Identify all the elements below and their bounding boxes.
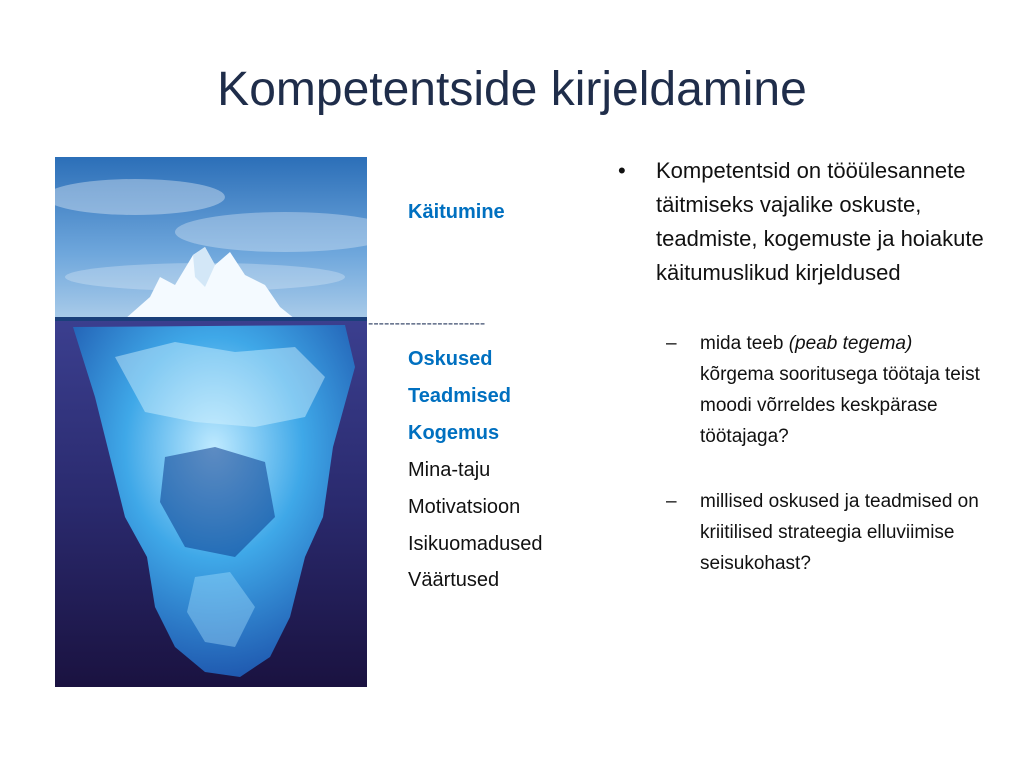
label-isikuomadused: Isikuomadused — [408, 533, 543, 555]
label-kogemus: Kogemus — [408, 422, 500, 444]
main-bullet-text: Kompetentsid on tööülesannete täitmiseks vajalike oskuste, teadmiste, kogemuste ja hoiakute käitumuslikud kirjeldused — [656, 158, 984, 285]
sub-bullet-1-tail: kõrgema sooritusega töötaja teist moodi võrreldes keskpärase töötajaga? — [700, 364, 980, 447]
sub-bullet-2-text: millised oskused ja teadmised on kriitilised strateegia elluviimise seisukohast? — [700, 491, 979, 574]
label-vaartused: Väärtused — [408, 569, 500, 591]
label-kaitumine: Käitumine — [408, 201, 505, 223]
sub-bullet-1-text — [700, 328, 980, 452]
label-oskused: Oskused — [408, 348, 493, 370]
sub-bullet-1-italic: (peab tegema) — [788, 333, 913, 354]
slide-title: Kompetentside kirjeldamine — [217, 63, 807, 116]
sub-bullet-symbol: – — [666, 491, 677, 512]
bullet-symbol: • — [618, 158, 626, 183]
iceberg-image — [55, 157, 367, 687]
label-teadmised: Teadmised — [408, 385, 511, 407]
sub-bullet-1-lead: mida teeb — [700, 333, 789, 354]
waterline-separator: ---------------------- — [368, 315, 486, 332]
label-mina-taju: Mina-taju — [408, 459, 491, 481]
label-motivatsioon: Motivatsioon — [408, 496, 521, 518]
sub-bullet-symbol: – — [666, 333, 677, 354]
